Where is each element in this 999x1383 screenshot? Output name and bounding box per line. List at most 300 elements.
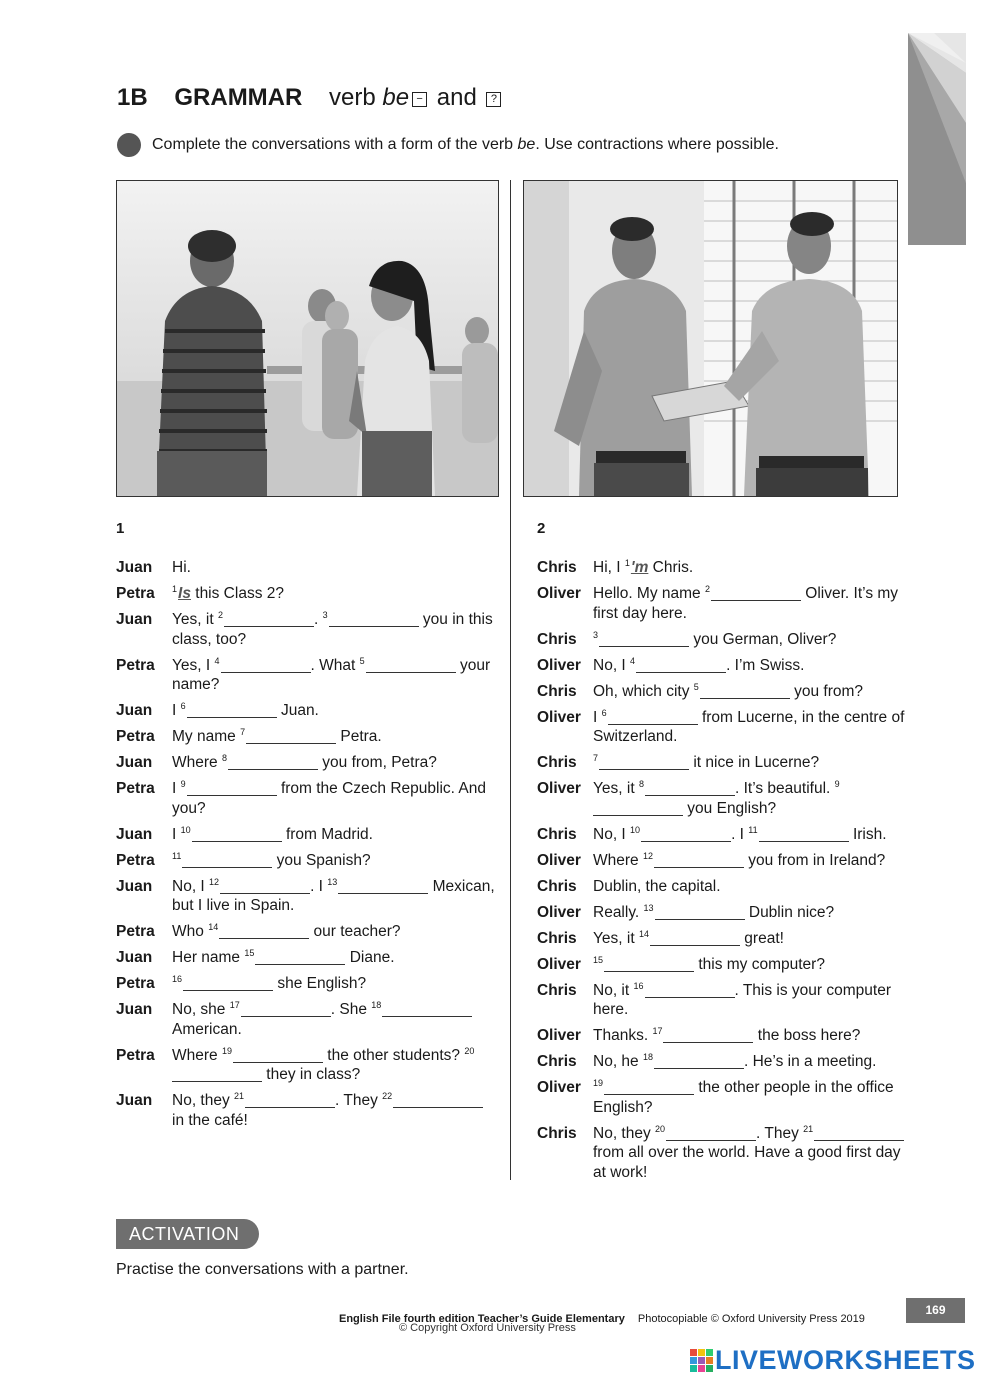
dialogue-text bbox=[172, 779, 498, 818]
speaker-name: Chris bbox=[537, 682, 577, 700]
dialogue-line bbox=[116, 701, 498, 721]
answer-blank[interactable] bbox=[655, 904, 745, 920]
dialogue-line bbox=[537, 630, 907, 650]
answer-blank[interactable] bbox=[329, 611, 419, 627]
speaker-name: Chris bbox=[537, 877, 577, 895]
dialogue-fragment: Irish. bbox=[848, 825, 887, 843]
dialogue-text bbox=[593, 955, 907, 975]
dialogue-fragment: you English? bbox=[683, 799, 777, 817]
gap-number: 3 bbox=[322, 610, 328, 620]
gap-number: 20 bbox=[655, 1123, 666, 1134]
dialogue-text bbox=[593, 1026, 907, 1046]
speaker-name: Juan bbox=[116, 702, 153, 719]
gap-number: 21 bbox=[803, 1123, 814, 1134]
negative-box-icon: − bbox=[412, 92, 427, 107]
dialogue-text bbox=[593, 779, 907, 818]
dialogue-text bbox=[593, 1078, 907, 1117]
answer-blank[interactable] bbox=[192, 826, 282, 842]
gap-number: 7 bbox=[240, 727, 246, 737]
logo-grid-icon bbox=[690, 1349, 713, 1372]
dialogue-line bbox=[537, 851, 907, 871]
speaker-name: Oliver bbox=[537, 585, 581, 602]
dialogue-fragment: Yes, I bbox=[172, 656, 215, 674]
logo-text: LIVEWORKSHEETS bbox=[715, 1345, 976, 1375]
gap-number: 16 bbox=[172, 974, 183, 984]
answer-blank[interactable] bbox=[599, 631, 689, 647]
gap-number: 16 bbox=[633, 980, 644, 991]
dialogue-text bbox=[593, 851, 907, 871]
gap-number: 6 bbox=[180, 701, 186, 711]
speaker-name: Oliver bbox=[537, 851, 581, 869]
dialogue-fragment: Hello. My name bbox=[593, 585, 705, 602]
logo-square bbox=[690, 1357, 697, 1364]
speaker-name: Juan bbox=[116, 559, 153, 576]
dialogue-fragment: Dublin, the capital. bbox=[593, 877, 721, 895]
dialogue-fragment: . They bbox=[335, 1092, 383, 1109]
answer-blank[interactable] bbox=[604, 956, 694, 972]
dialogue-line bbox=[116, 727, 498, 747]
dialogue-fragment: . bbox=[313, 611, 323, 628]
answer-blank[interactable] bbox=[246, 728, 336, 744]
dialogue-text bbox=[593, 1124, 907, 1183]
dialogue-line bbox=[116, 1046, 498, 1085]
answer-blank[interactable] bbox=[233, 1047, 323, 1063]
gap-number: 21 bbox=[234, 1091, 245, 1101]
dialogue-fragment: from all over the world. Have a good first day at work! bbox=[593, 1144, 901, 1181]
logo-square bbox=[698, 1365, 705, 1372]
dialogue-text bbox=[593, 558, 907, 578]
logo-square bbox=[706, 1365, 713, 1372]
dialogue-text bbox=[593, 656, 907, 676]
logo-square bbox=[698, 1349, 705, 1356]
dialogue-fragment: Who bbox=[172, 923, 209, 940]
gap-number: 2 bbox=[217, 610, 223, 620]
dialogue-fragment: I bbox=[593, 708, 602, 726]
dialogue-text bbox=[172, 877, 498, 916]
dialogue-line bbox=[537, 1026, 907, 1046]
dialogue-fragment: . I’m Swiss. bbox=[726, 656, 805, 674]
dialogue-fragment: No, they bbox=[593, 1124, 656, 1142]
dialogue-text bbox=[593, 877, 907, 897]
section-name: GRAMMAR bbox=[174, 84, 303, 111]
speaker-name: Oliver bbox=[537, 903, 581, 921]
gap-number: 10 bbox=[180, 824, 191, 835]
dialogue-fragment: . She bbox=[330, 1001, 372, 1018]
answer-blank[interactable] bbox=[663, 1027, 753, 1043]
dialogue-text bbox=[593, 753, 907, 773]
dialogue-fragment: this Class 2? bbox=[190, 585, 284, 602]
answer-blank[interactable] bbox=[654, 1053, 744, 1069]
dialogue-fragment: great! bbox=[739, 929, 784, 947]
dialogue-text bbox=[593, 584, 907, 623]
dialogue-text bbox=[593, 1052, 907, 1072]
conversation-number: 2 bbox=[537, 520, 546, 537]
dialogue-fragment: Dublin nice? bbox=[744, 903, 835, 921]
gap-number: 20 bbox=[464, 1045, 475, 1056]
dialogue-fragment: . I bbox=[731, 825, 749, 843]
dialogue-fragment: Where bbox=[172, 1046, 222, 1064]
speaker-name: Juan bbox=[116, 1001, 153, 1018]
activation-label: ACTIVATION bbox=[116, 1219, 259, 1249]
gap-number: 13 bbox=[643, 902, 654, 913]
speaker-name: Juan bbox=[116, 754, 153, 771]
conversation-number: 1 bbox=[116, 520, 125, 537]
speaker-name: Petra bbox=[116, 585, 155, 602]
speaker-name: Oliver bbox=[537, 955, 581, 973]
dialogue-fragment: No, I bbox=[593, 656, 631, 674]
instruction bbox=[117, 133, 779, 157]
dialogue-fragment: from the Czech Republic. And you? bbox=[172, 780, 486, 817]
dialogue-fragment: Where bbox=[172, 754, 222, 771]
answer-blank[interactable] bbox=[645, 780, 735, 796]
dialogue-fragment: . They bbox=[756, 1124, 804, 1142]
speaker-name: Petra bbox=[116, 728, 155, 745]
dialogue-line bbox=[537, 825, 907, 845]
gap-number: 15 bbox=[244, 948, 255, 958]
dialogue-text bbox=[593, 630, 907, 650]
speaker-name: Juan bbox=[116, 1092, 153, 1109]
speaker-name: Oliver bbox=[537, 780, 581, 797]
speaker-name: Oliver bbox=[537, 656, 581, 674]
dialogue-fragment: the boss here? bbox=[753, 1027, 861, 1044]
dialogue-line bbox=[116, 1000, 498, 1039]
liveworksheets-logo bbox=[690, 1345, 976, 1376]
dialogue-line bbox=[537, 903, 907, 923]
gap-number: 18 bbox=[371, 1000, 382, 1010]
dialogue-fragment: . I bbox=[310, 877, 328, 895]
gap-number: 5 bbox=[359, 655, 365, 666]
answer-blank[interactable] bbox=[338, 878, 428, 894]
dialogue-fragment: it nice in Lucerne? bbox=[689, 754, 820, 771]
speaker-name: Petra bbox=[116, 656, 155, 674]
dialogue-fragment: . He’s in a meeting. bbox=[744, 1053, 877, 1070]
dialogue-line bbox=[537, 1124, 907, 1183]
dialogue-text bbox=[172, 656, 498, 695]
answer-blank[interactable] bbox=[241, 1001, 331, 1017]
dialogue-line bbox=[537, 656, 907, 676]
dialogue-fragment: your name? bbox=[172, 656, 491, 693]
dialogue-fragment: you German, Oliver? bbox=[689, 630, 837, 648]
dialogue-text bbox=[172, 727, 498, 747]
example-answer: Is bbox=[178, 585, 191, 602]
gap-number: 18 bbox=[642, 1052, 653, 1062]
gap-number: 11 bbox=[748, 824, 758, 835]
dialogue-line bbox=[537, 981, 907, 1020]
dialogue-text bbox=[172, 558, 498, 578]
dialogue-fragment: they in class? bbox=[262, 1066, 361, 1083]
dialogue-line bbox=[116, 1091, 498, 1130]
speaker-name: Petra bbox=[116, 851, 155, 869]
gap-number: 12 bbox=[642, 850, 653, 861]
dialogue-text bbox=[593, 903, 907, 923]
dialogue-fragment: Yes, it bbox=[593, 929, 639, 947]
dialogue-line bbox=[116, 558, 498, 578]
dialogue-line bbox=[537, 584, 907, 623]
speaker-name: Chris bbox=[537, 559, 577, 576]
dialogue-fragment: No, it bbox=[593, 981, 634, 999]
gap-number: 4 bbox=[214, 655, 220, 666]
gap-number: 10 bbox=[630, 824, 641, 835]
speaker-name: Chris bbox=[537, 929, 577, 947]
answer-blank[interactable] bbox=[224, 611, 314, 627]
dialogue-text bbox=[172, 701, 498, 721]
dialogue-fragment: No, she bbox=[172, 1001, 230, 1018]
gap-number: 7 bbox=[593, 753, 599, 763]
dialogue-fragment: American. bbox=[172, 1020, 242, 1038]
dialogue-fragment: Juan. bbox=[276, 702, 319, 719]
answer-blank[interactable] bbox=[220, 878, 310, 894]
dialogue-text bbox=[172, 851, 498, 871]
dialogue-fragment: from Madrid. bbox=[281, 825, 373, 843]
answer-blank[interactable] bbox=[759, 826, 849, 842]
dialogue-line bbox=[116, 948, 498, 968]
activation-text: Practise the conversations with a partner. bbox=[116, 1261, 409, 1278]
dialogue-line bbox=[537, 955, 907, 975]
speaker-name: Petra bbox=[116, 923, 155, 940]
answer-blank[interactable] bbox=[221, 657, 311, 673]
speaker-name: Petra bbox=[116, 1046, 155, 1064]
example-answer: 'm bbox=[630, 559, 649, 576]
answer-blank[interactable] bbox=[245, 1092, 335, 1108]
question-box-icon: ? bbox=[486, 92, 501, 107]
dialogue-text bbox=[593, 682, 907, 702]
dialogue-line bbox=[537, 558, 907, 578]
dialogue-fragment: No, they bbox=[172, 1092, 235, 1109]
dialogue-line bbox=[537, 779, 907, 818]
conversation-2 bbox=[537, 558, 907, 1189]
dialogue-fragment: Thanks. bbox=[593, 1027, 653, 1044]
column-divider bbox=[510, 180, 511, 1180]
bullet-circle-icon bbox=[117, 133, 141, 157]
gap-number: 17 bbox=[229, 1000, 240, 1010]
answer-blank[interactable] bbox=[711, 585, 801, 601]
dialogue-fragment: Diane. bbox=[345, 949, 395, 966]
answer-blank[interactable] bbox=[183, 975, 273, 991]
answer-blank[interactable] bbox=[593, 800, 683, 816]
answer-blank[interactable] bbox=[393, 1092, 483, 1108]
logo-square bbox=[690, 1349, 697, 1356]
answer-blank[interactable] bbox=[645, 982, 735, 998]
dialogue-fragment: No, I bbox=[172, 877, 210, 895]
speaker-name: Chris bbox=[537, 754, 577, 771]
dialogue-text bbox=[172, 948, 498, 968]
dialogue-text bbox=[172, 1000, 498, 1039]
dialogue-line bbox=[116, 877, 498, 916]
dialogue-text bbox=[172, 753, 498, 773]
dialogue-fragment: Really. bbox=[593, 903, 644, 921]
dialogue-fragment: you from in Ireland? bbox=[743, 851, 886, 869]
corner-decoration bbox=[908, 33, 966, 245]
dialogue-line bbox=[116, 779, 498, 818]
answer-blank[interactable] bbox=[219, 923, 309, 939]
photocopiable-note: Photocopiable © Oxford University Press 2019 bbox=[637, 1313, 865, 1325]
speaker-name: Oliver bbox=[537, 1079, 581, 1096]
conversation-1 bbox=[116, 558, 498, 1137]
dialogue-fragment: the other students? bbox=[322, 1046, 465, 1064]
gap-number: 19 bbox=[221, 1045, 232, 1056]
answer-blank[interactable] bbox=[650, 930, 740, 946]
dialogue-fragment: Where bbox=[593, 851, 643, 869]
unit-code: 1B bbox=[117, 84, 148, 111]
dialogue-fragment: our teacher? bbox=[309, 923, 401, 940]
dialogue-fragment: you Spanish? bbox=[272, 851, 371, 869]
speaker-name: Juan bbox=[116, 611, 153, 628]
dialogue-fragment: Her name bbox=[172, 949, 245, 966]
gap-number: 19 bbox=[593, 1078, 604, 1088]
dialogue-fragment: the other people in the office English? bbox=[593, 1079, 894, 1116]
dialogue-text bbox=[172, 974, 498, 994]
gap-number: 2 bbox=[704, 584, 710, 594]
dialogue-fragment: I bbox=[172, 702, 181, 719]
dialogue-fragment: you in this class, too? bbox=[172, 611, 493, 648]
dialogue-fragment: Yes, it bbox=[172, 611, 218, 628]
logo-square bbox=[706, 1357, 713, 1364]
dialogue-fragment: Petra. bbox=[336, 728, 382, 745]
speaker-name: Chris bbox=[537, 1053, 577, 1070]
dialogue-line bbox=[116, 825, 498, 845]
speaker-name: Oliver bbox=[537, 708, 581, 726]
dialogue-line bbox=[116, 584, 498, 604]
dialogue-text bbox=[593, 929, 907, 949]
gap-number: 6 bbox=[601, 707, 607, 718]
dialogue-fragment: she English? bbox=[273, 975, 367, 992]
speaker-name: Chris bbox=[537, 825, 577, 843]
dialogue-fragment: you from, Petra? bbox=[317, 754, 437, 771]
dialogue-line bbox=[537, 753, 907, 773]
dialogue-text bbox=[172, 825, 498, 845]
answer-blank[interactable] bbox=[382, 1001, 472, 1017]
answer-blank[interactable] bbox=[700, 683, 790, 699]
dialogue-text bbox=[593, 825, 907, 845]
answer-blank[interactable] bbox=[187, 702, 277, 718]
page-number: 169 bbox=[906, 1298, 965, 1323]
speaker-name: Chris bbox=[537, 981, 577, 999]
answer-blank[interactable] bbox=[366, 657, 456, 673]
dialogue-fragment: you from? bbox=[789, 682, 864, 700]
answer-blank[interactable] bbox=[814, 1125, 904, 1141]
dialogue-line bbox=[537, 1078, 907, 1117]
answer-blank[interactable] bbox=[641, 826, 731, 842]
dialogue-line bbox=[537, 929, 907, 949]
dialogue-fragment: Chris. bbox=[648, 559, 694, 576]
gap-number: 1 bbox=[172, 584, 178, 594]
speaker-name: Chris bbox=[537, 1124, 577, 1142]
dialogue-fragment: . What bbox=[310, 656, 360, 674]
dialogue-text bbox=[172, 584, 498, 604]
dialogue-line bbox=[116, 656, 498, 695]
gap-number: 12 bbox=[209, 876, 220, 887]
page-title bbox=[117, 84, 504, 112]
speaker-name: Petra bbox=[116, 780, 155, 797]
dialogue-fragment: My name bbox=[172, 728, 241, 745]
dialogue-fragment: . This is your computer here. bbox=[593, 981, 891, 1018]
dialogue-line bbox=[537, 682, 907, 702]
topic: verb be − and ? bbox=[329, 84, 504, 111]
gap-number: 17 bbox=[652, 1026, 663, 1036]
dialogue-line bbox=[116, 753, 498, 773]
photo-juan-petra bbox=[116, 180, 499, 497]
dialogue-fragment: this my computer? bbox=[694, 955, 825, 973]
answer-blank[interactable] bbox=[228, 754, 318, 770]
answer-blank[interactable] bbox=[172, 1066, 262, 1082]
answer-blank[interactable] bbox=[608, 709, 698, 725]
dialogue-text bbox=[593, 708, 907, 747]
dialogue-fragment: No, he bbox=[593, 1053, 643, 1070]
gap-number: 8 bbox=[221, 753, 227, 763]
gap-number: 15 bbox=[593, 954, 604, 965]
gap-number: 9 bbox=[834, 779, 840, 789]
gap-number: 9 bbox=[180, 779, 186, 789]
dialogue-text bbox=[172, 610, 498, 649]
dialogue-fragment: Yes, it bbox=[593, 780, 639, 797]
speaker-name: Juan bbox=[116, 877, 153, 895]
gap-number: 3 bbox=[593, 629, 599, 640]
dialogue-fragment: Hi. bbox=[172, 559, 191, 576]
answer-blank[interactable] bbox=[636, 657, 726, 673]
dialogue-line bbox=[537, 1052, 907, 1072]
gap-number: 5 bbox=[693, 681, 699, 692]
dialogue-text bbox=[172, 1091, 498, 1130]
dialogue-fragment: Hi, I bbox=[593, 559, 625, 576]
gap-number: 14 bbox=[208, 922, 219, 932]
dialogue-text bbox=[593, 981, 907, 1020]
dialogue-text bbox=[172, 1046, 498, 1085]
book-title: English File fourth edition Teacher’s Guide Elementary bbox=[339, 1313, 625, 1325]
logo-square bbox=[698, 1357, 705, 1364]
photo-chris-oliver bbox=[523, 180, 898, 497]
dialogue-line bbox=[116, 922, 498, 942]
instruction-text: Complete the conversations with a form of the verb be. Use contractions where possible. bbox=[152, 136, 779, 153]
dialogue-line bbox=[537, 877, 907, 897]
dialogue-fragment: Oh, which city bbox=[593, 682, 694, 700]
dialogue-line bbox=[116, 851, 498, 871]
answer-blank[interactable] bbox=[666, 1125, 756, 1141]
speaker-name: Petra bbox=[116, 975, 155, 992]
gap-number: 14 bbox=[638, 928, 649, 939]
dialogue-fragment: I bbox=[172, 825, 181, 843]
gap-number: 4 bbox=[630, 655, 636, 666]
answer-blank[interactable] bbox=[255, 949, 345, 965]
speaker-name: Juan bbox=[116, 825, 153, 843]
dialogue-fragment: Mexican, but I live in Spain. bbox=[172, 877, 495, 914]
gap-number: 13 bbox=[327, 876, 338, 887]
copyright-note: © Copyright Oxford University Press bbox=[399, 1322, 576, 1334]
dialogue-fragment: Oliver. It’s my first day here. bbox=[593, 585, 899, 622]
speaker-name: Oliver bbox=[537, 1027, 581, 1044]
dialogue-fragment: No, I bbox=[593, 825, 631, 843]
dialogue-text bbox=[172, 922, 498, 942]
gap-number: 1 bbox=[624, 558, 630, 568]
dialogue-line bbox=[537, 708, 907, 747]
answer-blank[interactable] bbox=[604, 1079, 694, 1095]
speaker-name: Chris bbox=[537, 630, 577, 648]
dialogue-fragment: . It’s beautiful. bbox=[734, 780, 835, 797]
logo-square bbox=[706, 1349, 713, 1356]
dialogue-line bbox=[116, 974, 498, 994]
answer-blank[interactable] bbox=[182, 852, 272, 868]
gap-number: 11 bbox=[172, 850, 182, 861]
dialogue-fragment: I bbox=[172, 780, 181, 797]
gap-number: 22 bbox=[382, 1091, 393, 1101]
logo-square bbox=[690, 1365, 697, 1372]
answer-blank[interactable] bbox=[654, 852, 744, 868]
dialogue-line bbox=[116, 610, 498, 649]
answer-blank[interactable] bbox=[187, 780, 277, 796]
gap-number: 8 bbox=[638, 779, 644, 789]
dialogue-fragment: from Lucerne, in the centre of Switzerland. bbox=[593, 708, 905, 745]
dialogue-fragment: in the café! bbox=[172, 1111, 248, 1129]
answer-blank[interactable] bbox=[599, 754, 689, 770]
